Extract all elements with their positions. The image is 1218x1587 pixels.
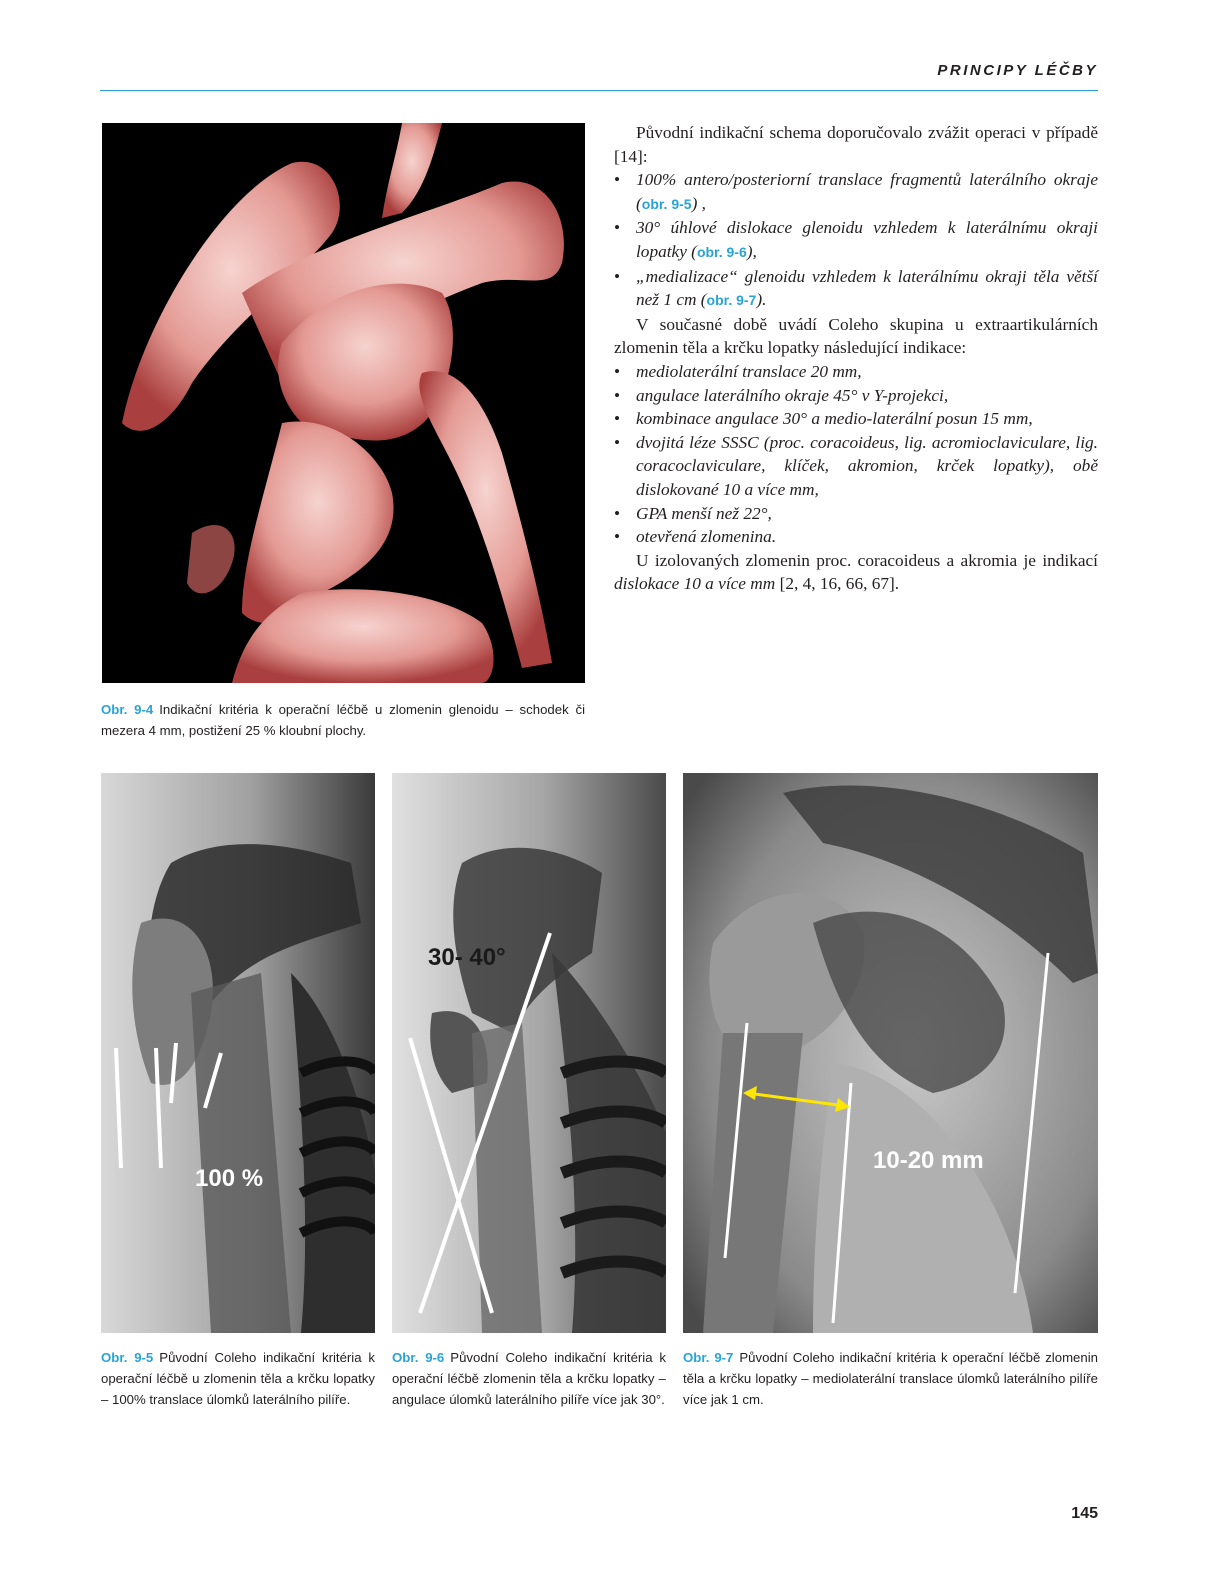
figure-reference-link[interactable]: obr. 9-7 xyxy=(706,292,757,309)
figure-reference-link[interactable]: obr. 9-6 xyxy=(696,243,747,260)
figure-9-5-caption: Obr. 9-5 Původní Coleho indikační kritéria k operační léčbě u zlomenin těla a krčku lopatky – 100% translace úlomků laterálního pilíře. xyxy=(101,1350,375,1407)
list-item: • kombinace angulace 30° a medio-laterální posun 15 mm, xyxy=(614,407,1098,431)
figure-9-5-image xyxy=(101,773,375,1333)
translation-overlay-label: 100 % xyxy=(195,1165,264,1192)
running-head: PRINCIPY LÉČBY xyxy=(937,62,1098,79)
figure-label: Obr. 9-4 xyxy=(101,702,154,717)
list-item: • „medializace“ glenoidu vzhledem k laterálnímu okraji těla větší než 1 cm (obr. 9-7). xyxy=(614,265,1098,313)
figure-9-7-caption: Obr. 9-7 Původní Coleho indikační kritéria k operační léčbě zlomenin těla a krčku lopatky – mediolaterální translace úlomků laterálního pilíře více jak 1 cm. xyxy=(683,1350,1098,1407)
figure-label: Obr. 9-5 xyxy=(101,1350,154,1365)
angle-overlay-label: 30- 40° xyxy=(428,944,506,971)
current-indications-paragraph: V současné době uvádí Coleho skupina u extraartikulárních zlomenin těla a krčku lopatky následující indikace: xyxy=(614,314,1098,358)
page-number: 145 xyxy=(1071,1505,1098,1522)
list-item: • 30° úhlové dislokace glenoidu vzhledem k laterálnímu okraji lopatky (obr. 9-6), xyxy=(614,216,1098,264)
isolated-fractures-paragraph: U izolovaných zlomenin proc. coracoideus a akromia je indikací dislokace 10 a více mm [2, 4, 16, 66, 67]. xyxy=(614,550,1098,594)
list-item: • GPA menší než 22°, xyxy=(614,502,1098,526)
intro-paragraph: Původní indikační schema doporučovalo zvážit operaci v případě [14]: xyxy=(614,123,1098,166)
body-text xyxy=(614,121,1098,596)
original-indications-list xyxy=(614,168,1098,313)
list-item: • angulace laterálního okraje 45° v Y-projekci, xyxy=(614,384,1098,408)
translation-distance-label: 10-20 mm xyxy=(873,1147,984,1174)
list-item: • 100% antero/posteriorní translace fragmentů laterálního okraje (obr. 9-5) , xyxy=(614,168,1098,216)
list-item: • otevřená zlomenina. xyxy=(614,525,1098,549)
figure-label: Obr. 9-7 xyxy=(683,1350,734,1365)
header-rule xyxy=(100,90,1098,91)
figure-label: Obr. 9-6 xyxy=(392,1350,445,1365)
figure-9-6-image xyxy=(392,773,666,1333)
list-item: • mediolaterální translace 20 mm, xyxy=(614,360,1098,384)
figure-9-4-image xyxy=(102,123,585,683)
current-indications-list xyxy=(614,360,1098,549)
figure-9-4-caption: Obr. 9-4 Indikační kritéria k operační léčbě u zlomenin glenoidu – schodek či mezera 4 mm, postižení 25 % kloubní plochy. xyxy=(101,702,585,738)
figure-9-6-caption: Obr. 9-6 Původní Coleho indikační kritéria k operační léčbě zlomenin těla a krčku lopatky – angulace úlomků laterálního pilíře více jak 30°. xyxy=(392,1350,666,1407)
figure-reference-link[interactable]: obr. 9-5 xyxy=(641,195,692,212)
figure-9-7-image xyxy=(683,773,1098,1333)
list-item: • dvojitá léze SSSC (proc. coracoideus, lig. acromioclaviculare, lig. coracoclaviculare, klíček, akromion, krček lopatky), obě dislokované 10 a více mm, xyxy=(614,431,1098,502)
